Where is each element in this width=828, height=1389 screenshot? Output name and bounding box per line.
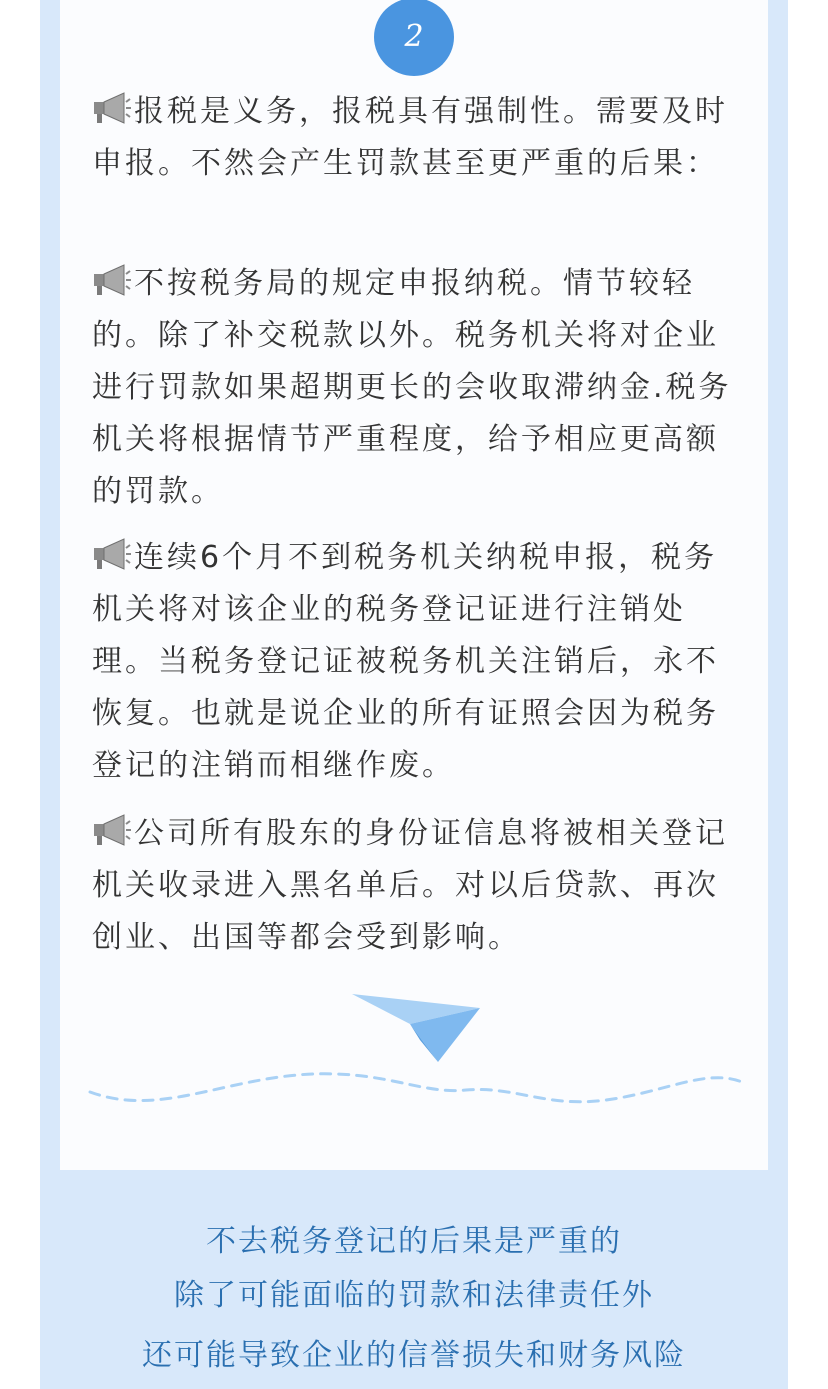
paragraph-text: 报税是义务，报税具有强制性。需要及时申报。不然会产生罚款甚至更严重的后果： bbox=[92, 94, 728, 181]
megaphone-icon bbox=[92, 812, 132, 848]
step-number-badge: 2 bbox=[374, 0, 454, 76]
paragraph-2 bbox=[92, 258, 742, 518]
megaphone-icon bbox=[92, 536, 132, 572]
megaphone-icon bbox=[92, 262, 132, 298]
footer-line-1: 不去税务登记的后果是严重的 bbox=[206, 1224, 622, 1259]
paper-plane-icon bbox=[350, 990, 482, 1070]
footer-line-2: 除了可能面临的罚款和法律责任外 bbox=[174, 1278, 654, 1313]
paragraph-text: 公司所有股东的身份证信息将被相关登记机关收录进入黑名单后。对以后贷款、再次创业、出国等都会受到影响。 bbox=[92, 816, 728, 955]
paragraph-text: 不按税务局的规定申报纳税。情节较轻的。除了补交税款以外。税务机关将对企业进行罚款如果超期更长的会收取滞纳金.税务机关将根据情节严重程度，给予相应更高额的罚款。 bbox=[92, 266, 732, 509]
megaphone-icon bbox=[92, 90, 132, 126]
paragraph-4 bbox=[92, 808, 742, 964]
paragraph-3 bbox=[92, 532, 742, 792]
paragraph-text: 连续6个月不到税务机关纳税申报，税务机关将对该企业的税务登记证进行注销处理。当税务登记证被税务机关注销后，永不恢复。也就是说企业的所有证照会因为税务登记的注销而相继作废。 bbox=[92, 540, 719, 783]
footer-line-3: 还可能导致企业的信誉损失和财务风险 bbox=[142, 1338, 686, 1373]
dashed-wave-decoration bbox=[86, 1060, 746, 1120]
paragraph-1 bbox=[92, 86, 742, 190]
